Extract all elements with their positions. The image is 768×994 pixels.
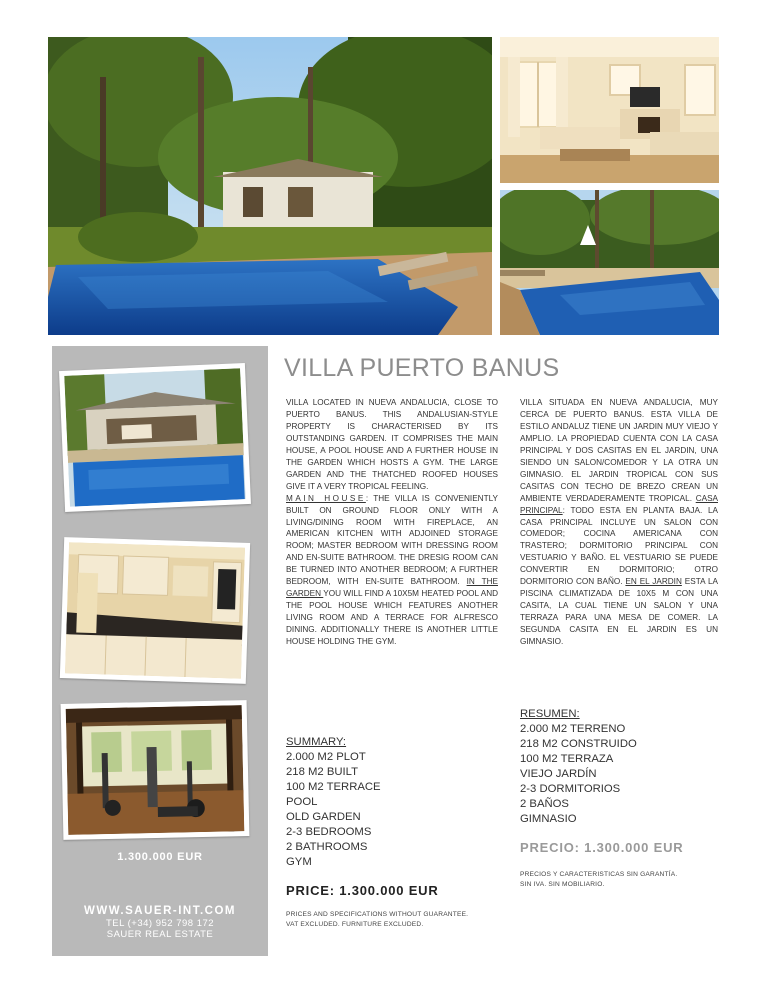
website-link[interactable]: WWW.SAUER-INT.COM — [84, 905, 236, 917]
gym-photo — [66, 705, 245, 835]
note-spanish — [520, 870, 677, 890]
summary-spanish — [520, 707, 637, 827]
summary-heading: SUMMARY: — [286, 736, 347, 748]
phone-number: TEL (+34) 952 798 172 — [105, 918, 215, 929]
company-name: SAUER REAL ESTATE — [106, 929, 214, 940]
villa-pool-garden-photo — [48, 37, 492, 335]
pool-side-view-photo — [500, 190, 719, 335]
resumen-item: GIMNASIO — [520, 813, 577, 825]
summary-item: GYM — [286, 856, 312, 868]
garden-label: IN THE GARDEN — [286, 577, 498, 599]
main-house-label: MAIN HOUSE — [286, 493, 366, 503]
spanish-description — [520, 397, 718, 648]
price-english: PRICE: 1.300.000 EUR — [286, 883, 439, 898]
living-room-photo — [500, 37, 719, 183]
main-house-text: : THE VILLA IS CONVENIENTLY BUILT ON GROUND FLOOR ONLY WITH A LIVING/DINING ROOM WITH FIREPLACE, AN AMERICAN KITCHEN WITH ADJOINED STORAGE ROOM; MASTER BEDROOM WITH DRESSING ROOM AND EN-SUITE BATHROOM. THE DRESIG ROOM CAN BE TURNED INTO ANOTHER BEDROOM; A FURTHER BEDROOM, WITH EN-SUITE BATHROOM. — [286, 493, 498, 587]
summary-english — [286, 735, 381, 870]
english-description — [286, 397, 498, 648]
sidebar-price: 1.300.000 EUR — [117, 851, 203, 863]
summary-item: 2.000 M2 PLOT — [286, 751, 366, 763]
note-line: SIN IVA. SIN MOBILIARIO. — [520, 881, 605, 888]
casa-principal-label: CASA PRINCIPAL — [520, 493, 718, 515]
english-intro: VILLA LOCATED IN NUEVA ANDALUCIA, CLOSE TO PUERTO BANUS. THIS ANDALUSIAN-STYLE PROPERTY IS CHARACTERISED BY ITS OUTSTANDING GARDEN. IT COMPRISES THE MAIN HOUSE, A POOL HOUSE AND A FURTHER HOUSE IN THE GARDEN WHICH HOSTS A GYM. THE LARGE GARDEN AND THE THATCHED ROOFED HOUSES GIVE IT A VERY TROPICAL FEELING. — [286, 398, 498, 491]
kitchen-photo-frame — [60, 537, 250, 684]
pool-house-photo — [64, 368, 246, 507]
page-title: VILLA PUERTO BANUS — [284, 354, 560, 382]
summary-item: 100 M2 TERRACE — [286, 781, 381, 793]
resumen-item: 218 M2 CONSTRUIDO — [520, 738, 637, 750]
summary-item: POOL — [286, 796, 318, 808]
price-spanish: PRECIO: 1.300.000 EUR — [520, 840, 684, 855]
resumen-item: 2.000 M2 TERRENO — [520, 723, 626, 735]
note-english — [286, 910, 468, 930]
note-line: VAT EXCLUDED. FURNITURE EXCLUDED. — [286, 921, 424, 928]
gym-photo-frame — [61, 700, 250, 840]
summary-item: 2-3 BEDROOMS — [286, 826, 372, 838]
resumen-item: VIEJO JARDÍN — [520, 768, 597, 780]
summary-item: OLD GARDEN — [286, 811, 361, 823]
en-el-jardin-text: ESTA LA PISCINA CLIMATIZADA DE 10X5 M CON UNA CASITA, LA CUAL TIENE UN SALON Y UNA TERRAZA PARA UNA MESA DE COMER. LA SEGUNDA CASITA EN EL JARDIN ES UN GIMNASIO. — [520, 577, 718, 647]
resumen-heading: RESUMEN: — [520, 708, 580, 720]
en-el-jardin-label: EN EL JARDIN — [625, 577, 682, 587]
summary-item: 2 BATHROOMS — [286, 841, 368, 853]
casa-principal-text: : TODO ESTA EN PLANTA BAJA. LA CASA PRINCIPAL INCLUYE UN SALON CON COMEDOR; COCINA AMERICANA CON TRASTERO; DORMITORIO PRINCIPAL CON VESTUARIO Y BAÑO. EL VESTUARIO SE PUEDE CONVERTIR EN DORMITORIO; OTRO DORMITORIO CON BAÑO. — [520, 505, 718, 587]
garden-text: YOU WILL FIND A 10X5M HEATED POOL AND THE POOL HOUSE WHICH FEATURES ANOTHER LIVING ROOM AND A TERRACE FOR ALFRESCO DINING. ADDITIONALLY THERE IS ANOTHER LITTLE HOUSE HOLDING THE GYM. — [286, 589, 499, 647]
resumen-item: 100 M2 TERRAZA — [520, 753, 614, 765]
note-line: PRECIOS Y CARACTERISTICAS SIN GARANTÍA. — [520, 871, 678, 878]
summary-item: 218 M2 BUILT — [286, 766, 358, 778]
note-line: PRICES AND SPECIFICATIONS WITHOUT GUARANTEE. — [286, 911, 469, 918]
resumen-item: 2-3 DORMITORIOS — [520, 783, 621, 795]
pool-house-photo-frame — [59, 363, 251, 512]
resumen-item: 2 BAÑOS — [520, 798, 569, 810]
spanish-intro: VILLA SITUADA EN NUEVA ANDALUCIA, MUY CERCA DE PUERTO BANUS. ESTA VILLA DE ESTILO ANDALUZ TIENE UN JARDIN MUY VIEJO Y AMPLIO. LA PROPIEDAD CUENTA CON LA CASA PRINCIPAL Y DOS CASITAS EN EL JARDIN, UNA SIENDO UN SALON/COMEDOR Y LA OTRA UN GIMNASIO. EL JARDIN TROPICAL CON SUS CASITAS CON TECHO DE BREZO CREAN UN AMBIENTE VERDADERAMENTE TROPICAL. — [520, 398, 718, 503]
kitchen-photo — [65, 542, 245, 678]
